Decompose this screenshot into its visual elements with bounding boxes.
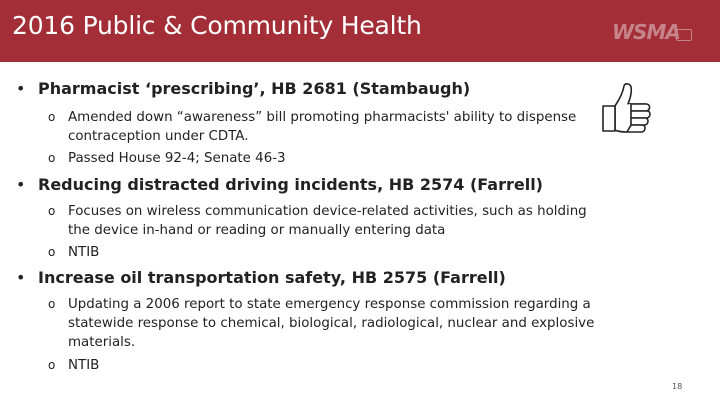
sub-bullet-3-2 — [48, 356, 598, 375]
bullet-item-2-label: Reducing distracted driving incidents, HB 2574 (Farrell) — [38, 175, 543, 194]
title-bar — [0, 0, 720, 62]
bullet-marker: • — [16, 175, 26, 194]
sub-bullet-marker: o — [48, 245, 56, 259]
bullet-marker: • — [16, 79, 26, 98]
slide-title: 2016 Public & Community Health — [12, 11, 422, 40]
sub-bullet-2-1 — [48, 202, 603, 240]
sub-bullet-marker: o — [48, 358, 56, 372]
page-number: 18 — [672, 382, 683, 391]
sub-bullet-marker: o — [48, 297, 56, 311]
sub-bullet-2-2 — [48, 243, 598, 262]
sub-bullet-2-2-text: NTIB — [68, 245, 100, 260]
sub-bullet-1-1 — [48, 108, 598, 146]
sub-bullet-3-1-text: Updating a 2006 report to state emergency response commission regarding a statewide response to chemical, biological, radiological, nuclear and explosive materials. — [68, 297, 595, 350]
bullet-item-1 — [16, 79, 471, 98]
sub-bullet-3-1 — [48, 295, 603, 352]
bullet-item-2 — [16, 175, 543, 194]
logo-mark-icon — [676, 29, 692, 41]
sub-bullet-3-2-text: NTIB — [68, 358, 100, 373]
wsma-logo: WSMA — [612, 20, 680, 44]
sub-bullet-1-2-text: Passed House 92-4; Senate 46-3 — [68, 151, 286, 166]
sub-bullet-marker: o — [48, 204, 56, 218]
bullet-item-3 — [16, 268, 506, 287]
bullet-item-3-label: Increase oil transportation safety, HB 2575 (Farrell) — [38, 268, 506, 287]
sub-bullet-1-1-text: Amended down “awareness” bill promoting pharmacists' ability to dispense contraception under CDTA. — [68, 110, 577, 144]
sub-bullet-marker: o — [48, 151, 56, 165]
sub-bullet-1-2 — [48, 149, 598, 168]
bullet-item-1-label: Pharmacist ‘prescribing’, HB 2681 (Stambaugh) — [38, 79, 471, 98]
bullet-marker: • — [16, 268, 26, 287]
sub-bullet-marker: o — [48, 110, 56, 124]
thumbs-up-icon — [597, 82, 655, 136]
sub-bullet-2-1-text: Focuses on wireless communication device-related activities, such as holding the device in-hand or reading or manually entering data — [68, 204, 587, 238]
